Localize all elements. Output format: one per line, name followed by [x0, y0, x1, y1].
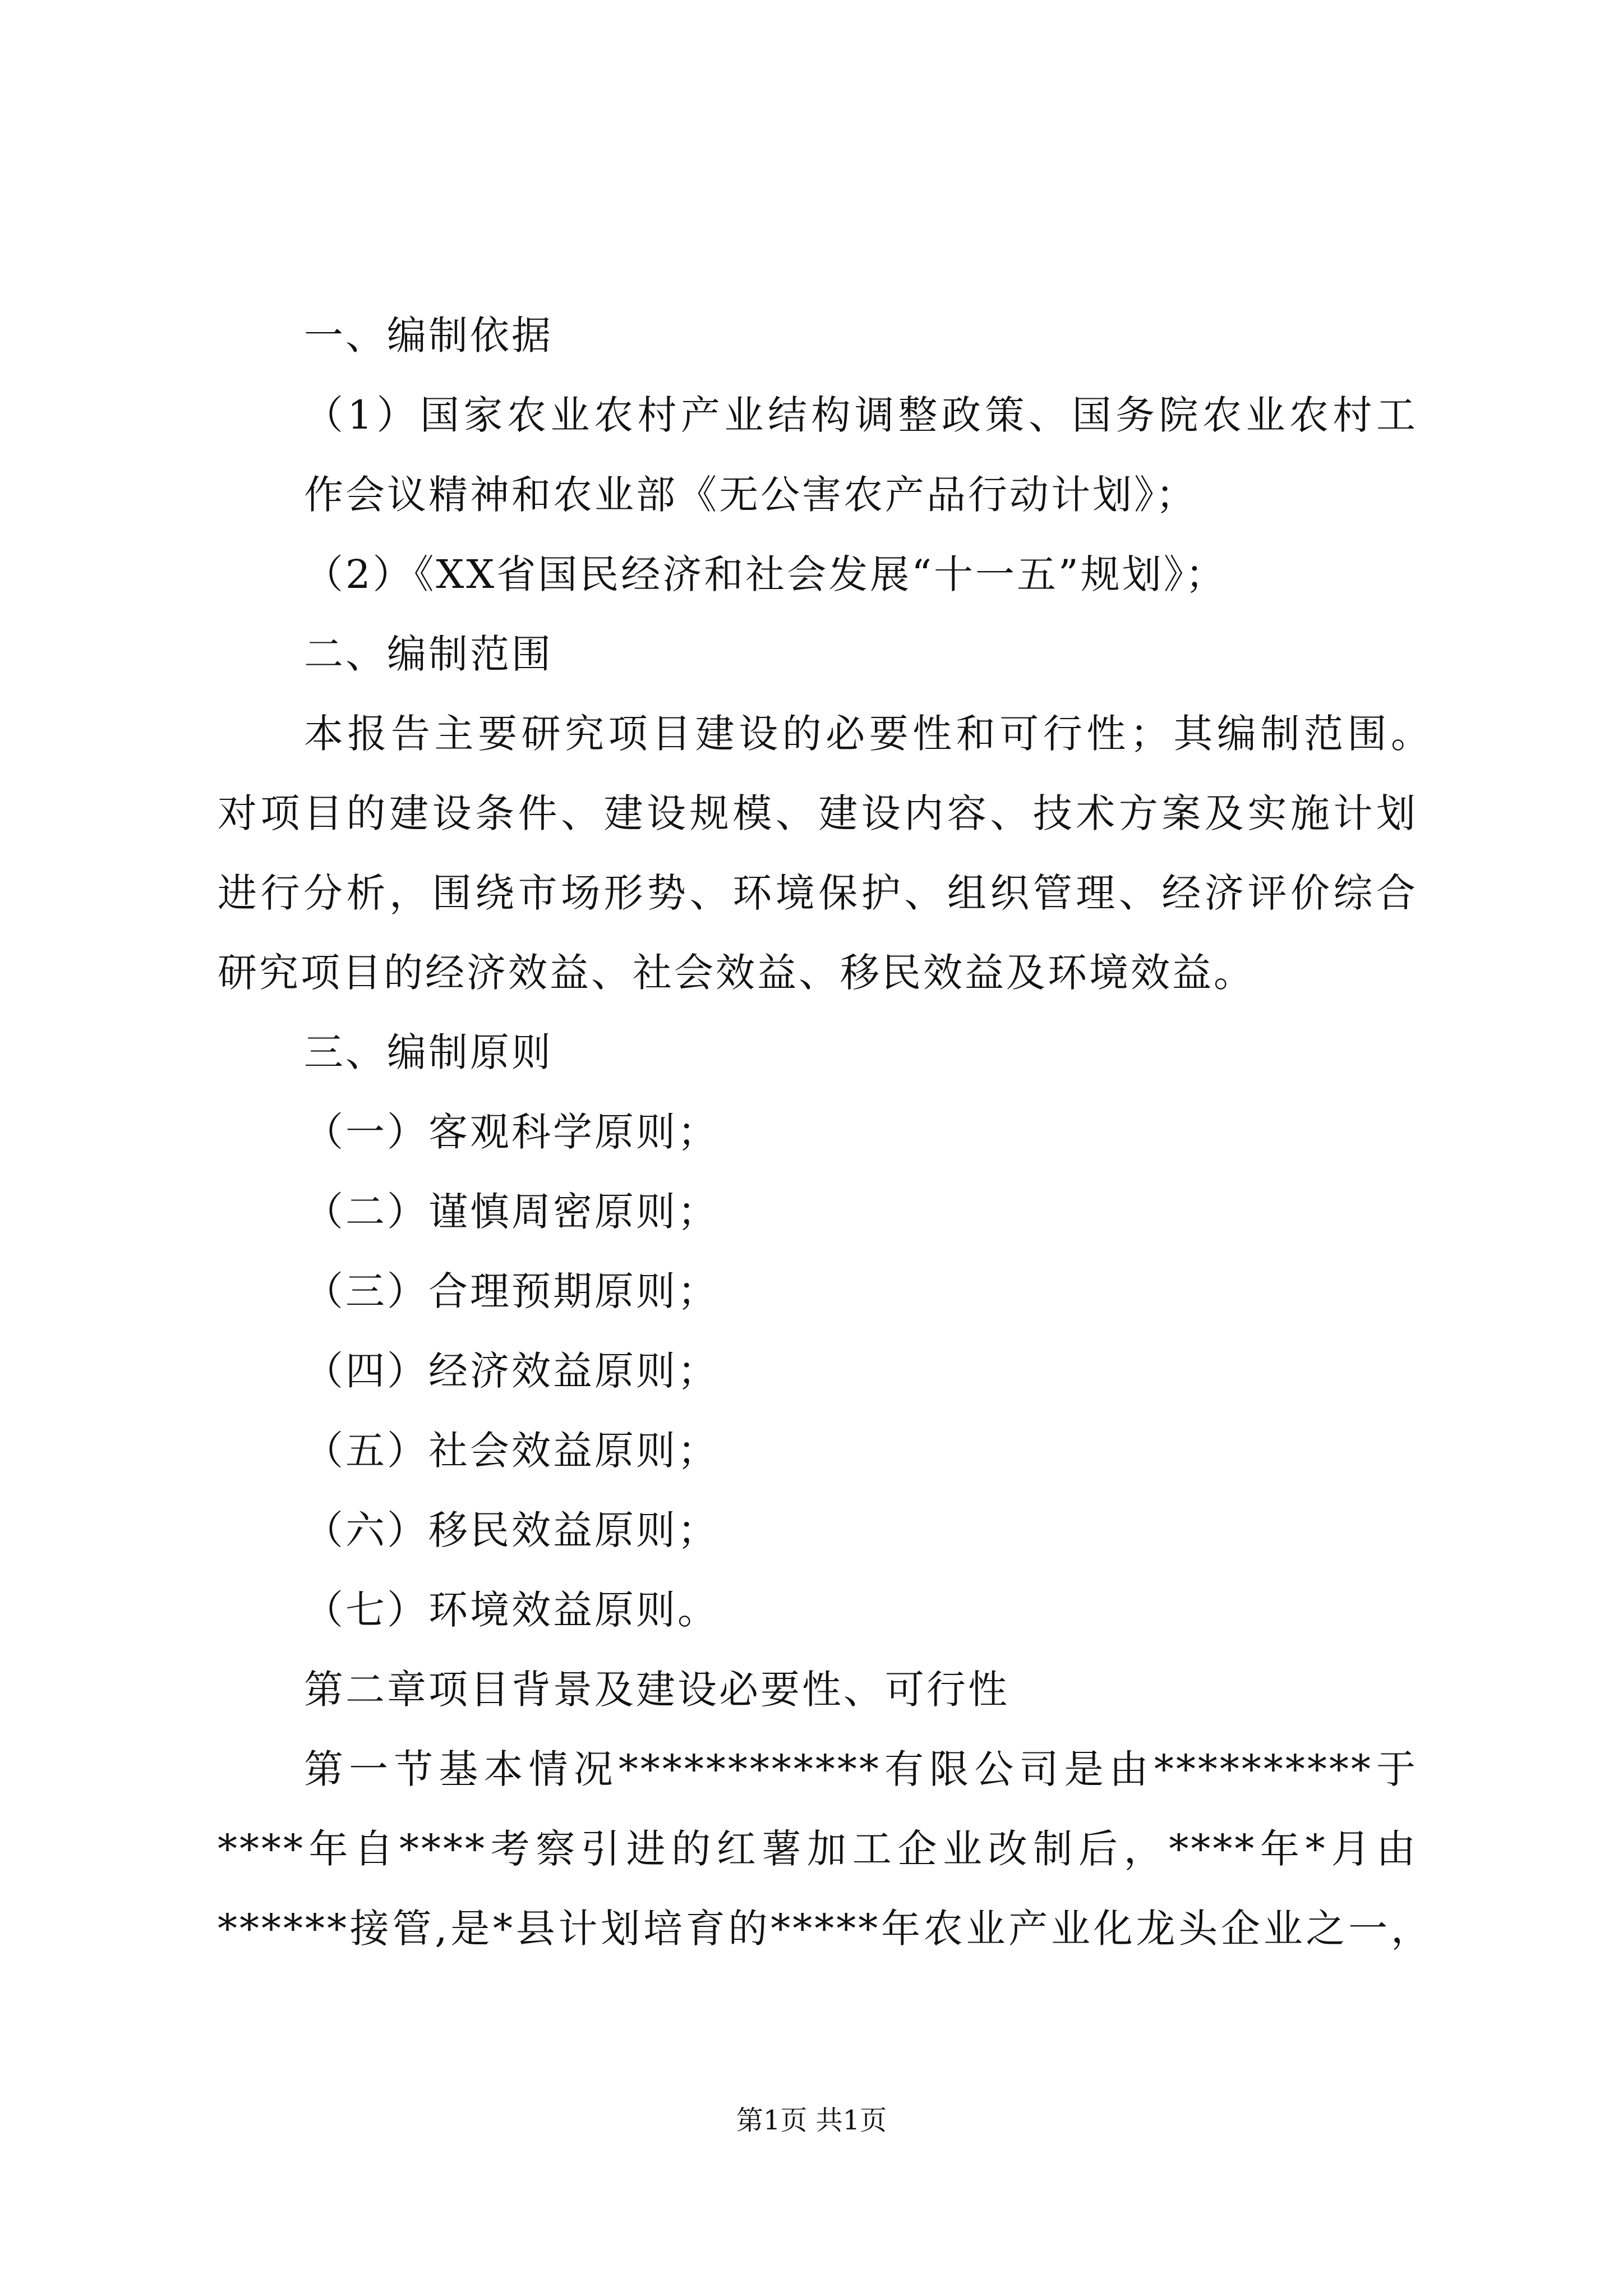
list-item: （三）合理预期原则；: [304, 1268, 719, 1314]
paragraph-line: （2）《XX省国民经济和社会发展“十一五”规划》；: [304, 551, 1227, 597]
paragraph-line: 研究项目的经济效益、社会效益、移民效益及环境效益。: [218, 950, 1255, 996]
paragraph-line: （1）国家农业农村产业结构调整政策、国务院农业农村工: [304, 392, 1418, 438]
paragraph-line: ******接管,是*县计划培育的*****年农业产业化龙头企业之一，: [218, 1906, 1432, 1952]
paragraph-line: 对项目的建设条件、建设规模、建设内容、技术方案及实施计划: [218, 790, 1418, 836]
section-heading-scope: 二、编制范围: [304, 631, 553, 677]
paragraph-line: 本报告主要研究项目建设的必要性和可行性；其编制范围。: [304, 711, 1432, 757]
list-item: （五）社会效益原则；: [304, 1428, 719, 1474]
paragraph-line: 第一节基本情况************有限公司是由**********于: [304, 1746, 1418, 1792]
paragraph-line: 进行分析，围绕市场形势、环境保护、组织管理、经济评价综合: [218, 870, 1418, 916]
list-item: （七）环境效益原则。: [304, 1587, 719, 1633]
page-number-footer: 第1页 共1页: [736, 2105, 887, 2136]
list-item: （二）谨慎周密原则；: [304, 1189, 719, 1235]
paragraph-line: ****年自****考察引进的红薯加工企业改制后，****年*月由: [218, 1826, 1418, 1872]
section-heading-principles: 三、编制原则: [304, 1029, 553, 1075]
list-item: （四）经济效益原则；: [304, 1348, 719, 1394]
paragraph-line: 作会议精神和农业部《无公害农产品行动计划》；: [304, 472, 1197, 518]
chapter-heading: 第二章项目背景及建设必要性、可行性: [304, 1667, 1009, 1713]
list-item: （六）移民效益原则；: [304, 1507, 719, 1553]
section-heading-basis: 一、编制依据: [304, 312, 553, 358]
list-item: （一）客观科学原则；: [304, 1109, 719, 1155]
